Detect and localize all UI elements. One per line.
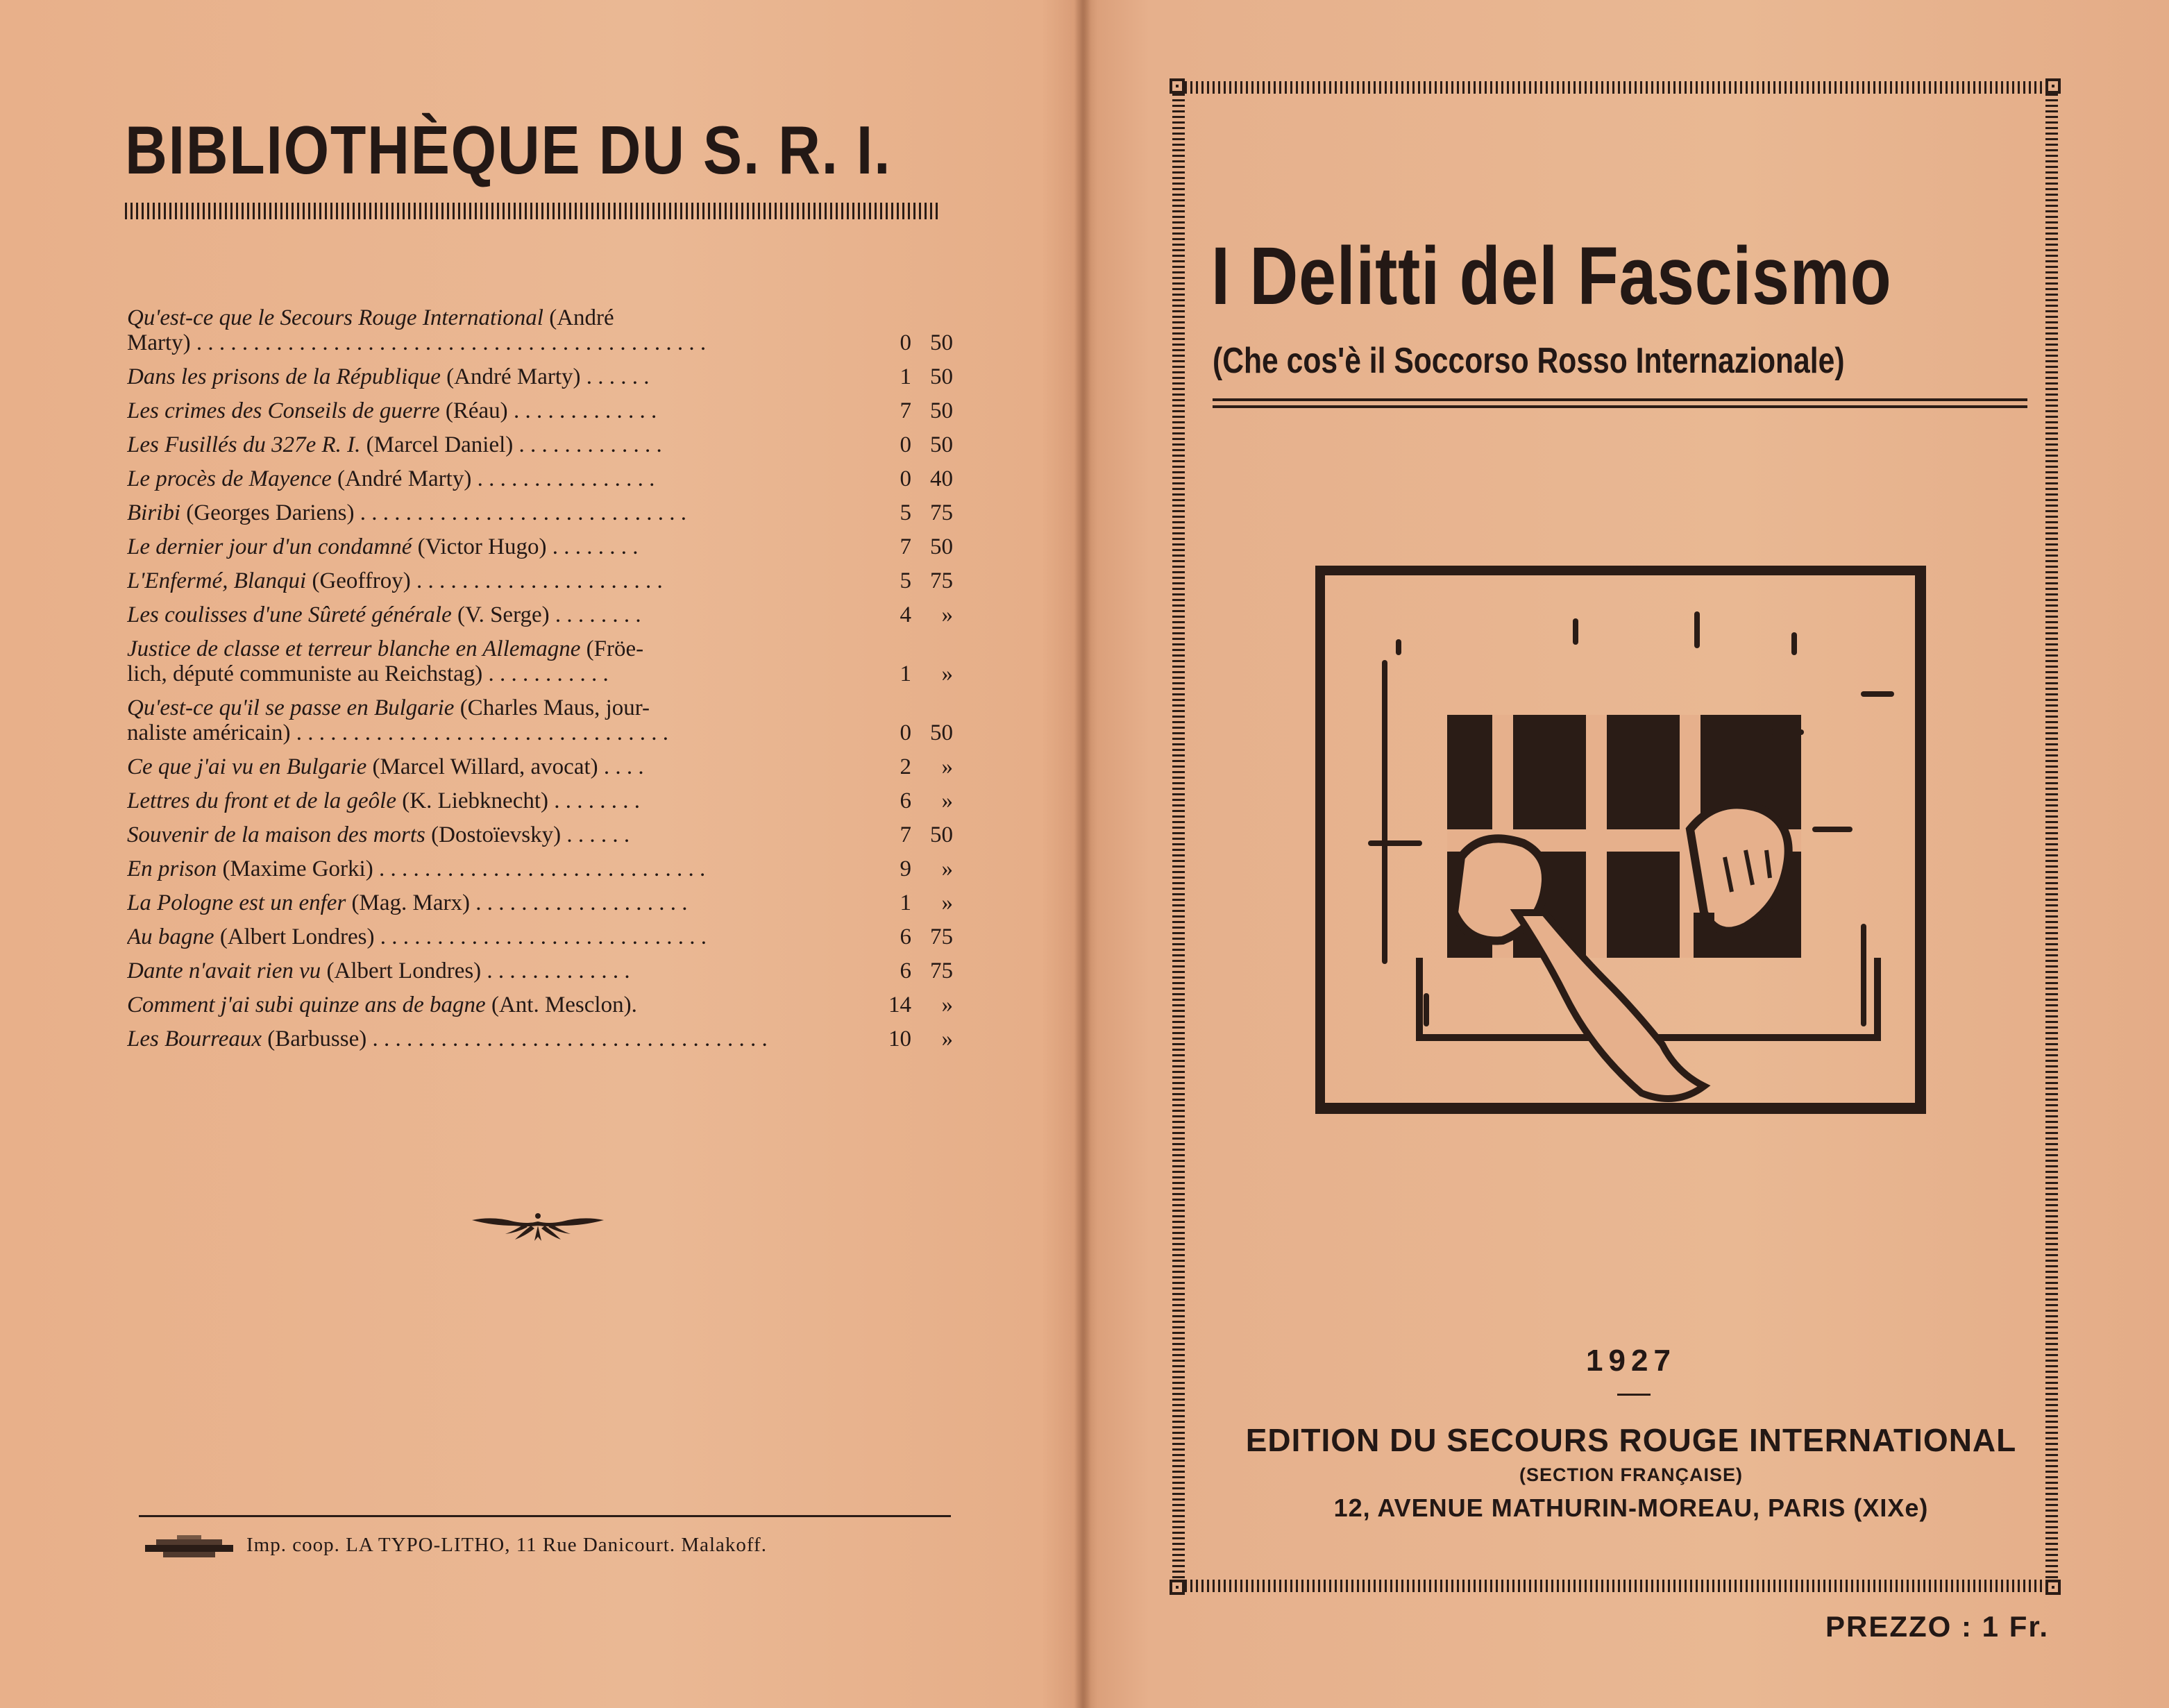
book-title: En prison	[127, 856, 217, 881]
book-author: (Marcel Daniel)	[366, 432, 514, 457]
book-entry-text	[127, 856, 849, 881]
book-author: (André Marty)	[337, 466, 472, 491]
book-author: (K. Liebknecht)	[402, 788, 548, 813]
book-title: Les Bourreaux	[127, 1026, 262, 1051]
book-entry-text	[127, 958, 849, 983]
book-author: (Victor Hugo)	[417, 534, 547, 559]
book-entry-text	[127, 500, 849, 525]
book-title: Justice de classe et terreur blanche en Allemagne	[127, 636, 581, 661]
publisher-section: (SECTION FRANÇAISE)	[1519, 1464, 1743, 1485]
price-centimes: 40	[930, 466, 953, 491]
book-price	[849, 364, 953, 389]
book-author: (Réau)	[445, 398, 508, 423]
leader-dots: . . . . . . . . . . . . . . . . . . . . . .	[416, 568, 663, 593]
price-francs: 2	[900, 754, 911, 779]
price-centimes: 50	[930, 398, 953, 423]
book-entry-text	[127, 534, 849, 559]
publisher-name: EDITION DU SECOURS ROUGE INTERNATIONAL	[1245, 1422, 2017, 1458]
title-hatched-rule	[125, 203, 941, 219]
price-centimes: 75	[930, 568, 953, 593]
price-centimes: 75	[930, 500, 953, 525]
book-entry	[127, 305, 953, 355]
price-francs: 6	[900, 788, 911, 813]
book-entry	[127, 636, 953, 686]
leader-dots: . . . . . . . .	[555, 602, 641, 627]
price-francs: 0	[900, 720, 911, 745]
book-entry-text	[127, 432, 849, 457]
price-centimes: »	[941, 754, 953, 779]
price-francs: 7	[900, 822, 911, 847]
book-entry	[127, 364, 953, 389]
book-author: (Charles Maus, jour-	[459, 695, 650, 720]
library-title: BIBLIOTHÈQUE DU S. R. I.	[125, 112, 892, 188]
leader-dots: . . . . . . . . . . . . . . . . . . . . . . . . . . . . .	[360, 500, 686, 525]
cover-title: I Delitti del Fascismo	[1211, 230, 1892, 322]
book-price	[849, 992, 953, 1017]
price-centimes: 75	[930, 958, 953, 983]
book-author: (Ant. Mesclon).	[491, 992, 637, 1017]
book-entry-text	[127, 305, 849, 355]
book-entry	[127, 958, 953, 983]
price-centimes: 50	[930, 534, 953, 559]
book-price	[849, 856, 953, 881]
leader-dots: . . . .	[603, 754, 644, 779]
book-author: (André Marty)	[446, 364, 581, 389]
price-centimes: 50	[930, 720, 953, 745]
book-author-continued: lich, député communiste au Reichstag)	[127, 661, 483, 686]
leader-dots: . . . . . . . . . . . . .	[513, 398, 657, 423]
price-centimes: »	[941, 602, 953, 627]
book-author: (Mag. Marx)	[351, 890, 470, 915]
book-price	[849, 890, 953, 915]
price-francs: 1	[900, 661, 911, 686]
price-francs: 5	[900, 500, 911, 525]
book-price	[849, 602, 953, 627]
book-title: Les Fusillés du 327e R. I.	[127, 432, 361, 457]
book-entry-text	[127, 568, 849, 593]
price-francs: 1	[900, 890, 911, 915]
leader-dots: . . . . . . . . . . . . . . . . . . . . . . . . . . . . .	[380, 924, 707, 949]
book-price	[849, 720, 953, 745]
book-price	[849, 822, 953, 847]
book-entry-text	[127, 992, 849, 1017]
book-title: Ce que j'ai vu en Bulgarie	[127, 754, 367, 779]
leader-dots: . . . . . .	[566, 822, 630, 847]
book-catalog-list	[127, 305, 953, 1060]
price-francs: 7	[900, 398, 911, 423]
price-centimes: »	[941, 661, 953, 686]
book-author: (Maxime Gorki)	[222, 856, 373, 881]
book-entry	[127, 568, 953, 593]
book-price	[849, 788, 953, 813]
book-title: Lettres du front et de la geôle	[127, 788, 396, 813]
spine-fold	[1074, 0, 1091, 1708]
fleuron-ornament-icon	[465, 1201, 611, 1249]
book-entry	[127, 822, 953, 847]
prison-window-woodcut-image	[1315, 566, 1926, 1135]
year-rule	[1617, 1394, 1651, 1396]
book-title: Souvenir de la maison des morts	[127, 822, 425, 847]
cover-subtitle: (Che cos'è il Soccorso Rosso Internazionale)	[1213, 341, 1845, 381]
book-entry-text	[127, 890, 849, 915]
book-entry	[127, 534, 953, 559]
price-centimes: 50	[930, 330, 953, 355]
publisher-address: 12, AVENUE MATHURIN-MOREAU, PARIS (XIXe)	[1333, 1494, 1929, 1522]
price-centimes: »	[941, 1026, 953, 1051]
leader-dots: . . . . . .	[586, 364, 650, 389]
book-entry	[127, 500, 953, 525]
leader-dots: . . . . . . . . . . . . .	[487, 958, 630, 983]
book-price	[849, 432, 953, 457]
book-entry-text	[127, 466, 849, 491]
book-entry-text	[127, 822, 849, 847]
book-author-continued: Marty)	[127, 330, 191, 355]
book-price	[849, 924, 953, 949]
book-entry-text	[127, 364, 849, 389]
title-double-rule	[1213, 398, 2027, 408]
price-francs: 5	[900, 568, 911, 593]
price-centimes: »	[941, 890, 953, 915]
leader-dots: . . . . . . . . . . .	[488, 661, 609, 686]
leader-dots: . . . . . . . . . . . . . . . . . . . . . . . . . . . . . . . . .	[296, 720, 668, 745]
front-cover-page	[1093, 0, 2169, 1708]
book-entry-text	[127, 754, 849, 779]
book-title: Le dernier jour d'un condamné	[127, 534, 412, 559]
leader-dots: . . . . . . . . . . . . .	[518, 432, 662, 457]
publication-year: 1927	[1586, 1344, 1676, 1378]
book-entry	[127, 754, 953, 779]
leader-dots: . . . . . . . . . . . . . . . . . . . . . . . . . . . . . . . . . . .	[372, 1026, 768, 1051]
price-francs: 0	[900, 330, 911, 355]
price-francs: 6	[900, 924, 911, 949]
imprint-rule	[139, 1515, 951, 1517]
leader-dots: . . . . . . . . . . . . . . . .	[477, 466, 655, 491]
price-francs: 1	[900, 364, 911, 389]
price-centimes: 50	[930, 432, 953, 457]
book-title: Au bagne	[127, 924, 214, 949]
price-francs: 6	[900, 958, 911, 983]
book-author: (Albert Londres)	[219, 924, 375, 949]
leader-dots: . . . . . . . . . . . . . . . . . . . . . . . . . . . . .	[378, 856, 706, 881]
price-centimes: »	[941, 788, 953, 813]
book-entry	[127, 466, 953, 491]
price-francs: 10	[888, 1026, 911, 1051]
book-entry-text	[127, 398, 849, 423]
book-author: (Albert Londres)	[326, 958, 482, 983]
book-price	[849, 534, 953, 559]
book-entry	[127, 1026, 953, 1051]
book-entry	[127, 856, 953, 881]
price-centimes: »	[941, 992, 953, 1017]
back-cover-page	[0, 0, 1076, 1708]
price-francs: 7	[900, 534, 911, 559]
book-author: (Georges Dariens)	[186, 500, 355, 525]
price-francs: 0	[900, 432, 911, 457]
book-entry-text	[127, 636, 849, 686]
book-entry	[127, 602, 953, 627]
imprint-text: Imp. coop. LA TYPO-LITHO, 11 Rue Danicourt. Malakoff.	[246, 1534, 767, 1556]
book-title: Les coulisses d'une Sûreté générale	[127, 602, 452, 627]
price-centimes: 50	[930, 364, 953, 389]
book-entry	[127, 890, 953, 915]
book-author: (Dostoïevsky)	[431, 822, 562, 847]
price-francs: 0	[900, 466, 911, 491]
book-entry	[127, 924, 953, 949]
price-francs: 4	[900, 602, 911, 627]
book-entry	[127, 398, 953, 423]
price-francs: 9	[900, 856, 911, 881]
leader-dots: . . . . . . . .	[554, 788, 640, 813]
printer-logo-icon	[142, 1535, 236, 1560]
book-price	[849, 568, 953, 593]
book-title: La Pologne est un enfer	[127, 890, 346, 915]
book-entry-text	[127, 1026, 849, 1051]
leader-dots: . . . . . . . . . . . . . . . . . . .	[475, 890, 688, 915]
leader-dots: . . . . . . . . . . . . . . . . . . . . . . . . . . . . . . . . . . . . . . . . . . . . .	[196, 330, 707, 355]
book-title: Dans les prisons de la République	[127, 364, 441, 389]
book-entry-text	[127, 924, 849, 949]
book-author: (André	[549, 305, 614, 330]
leader-dots: . . . . . . . .	[552, 534, 639, 559]
book-entry	[127, 992, 953, 1017]
book-price	[849, 754, 953, 779]
book-title: Comment j'ai subi quinze ans de bagne	[127, 992, 486, 1017]
book-price	[849, 500, 953, 525]
book-title: Qu'est-ce que le Secours Rouge International	[127, 305, 543, 330]
cover-price: PREZZO : 1 Fr.	[1825, 1610, 2050, 1643]
book-title: Dante n'avait rien vu	[127, 958, 321, 983]
book-price	[849, 661, 953, 686]
price-centimes: »	[941, 856, 953, 881]
book-price	[849, 466, 953, 491]
book-title: Biribi	[127, 500, 181, 525]
book-entry-text	[127, 788, 849, 813]
price-centimes: 75	[930, 924, 953, 949]
book-price	[849, 1026, 953, 1051]
book-author: (Marcel Willard, avocat)	[372, 754, 598, 779]
book-author: (V. Serge)	[457, 602, 550, 627]
book-title: L'Enfermé, Blanqui	[127, 568, 307, 593]
book-author: (Geoffroy)	[312, 568, 411, 593]
book-author: (Barbusse)	[267, 1026, 367, 1051]
book-entry-text	[127, 602, 849, 627]
book-price	[849, 398, 953, 423]
book-title: Qu'est-ce qu'il se passe en Bulgarie	[127, 695, 455, 720]
price-francs: 14	[888, 992, 911, 1017]
book-title: Les crimes des Conseils de guerre	[127, 398, 440, 423]
book-entry	[127, 788, 953, 813]
book-entry	[127, 695, 953, 745]
book-author: (Fröe-	[586, 636, 644, 661]
book-entry-text	[127, 695, 849, 745]
book-price	[849, 330, 953, 355]
book-title: Le procès de Mayence	[127, 466, 332, 491]
price-centimes: 50	[930, 822, 953, 847]
book-price	[849, 958, 953, 983]
book-entry	[127, 432, 953, 457]
book-author-continued: naliste américain)	[127, 720, 291, 745]
